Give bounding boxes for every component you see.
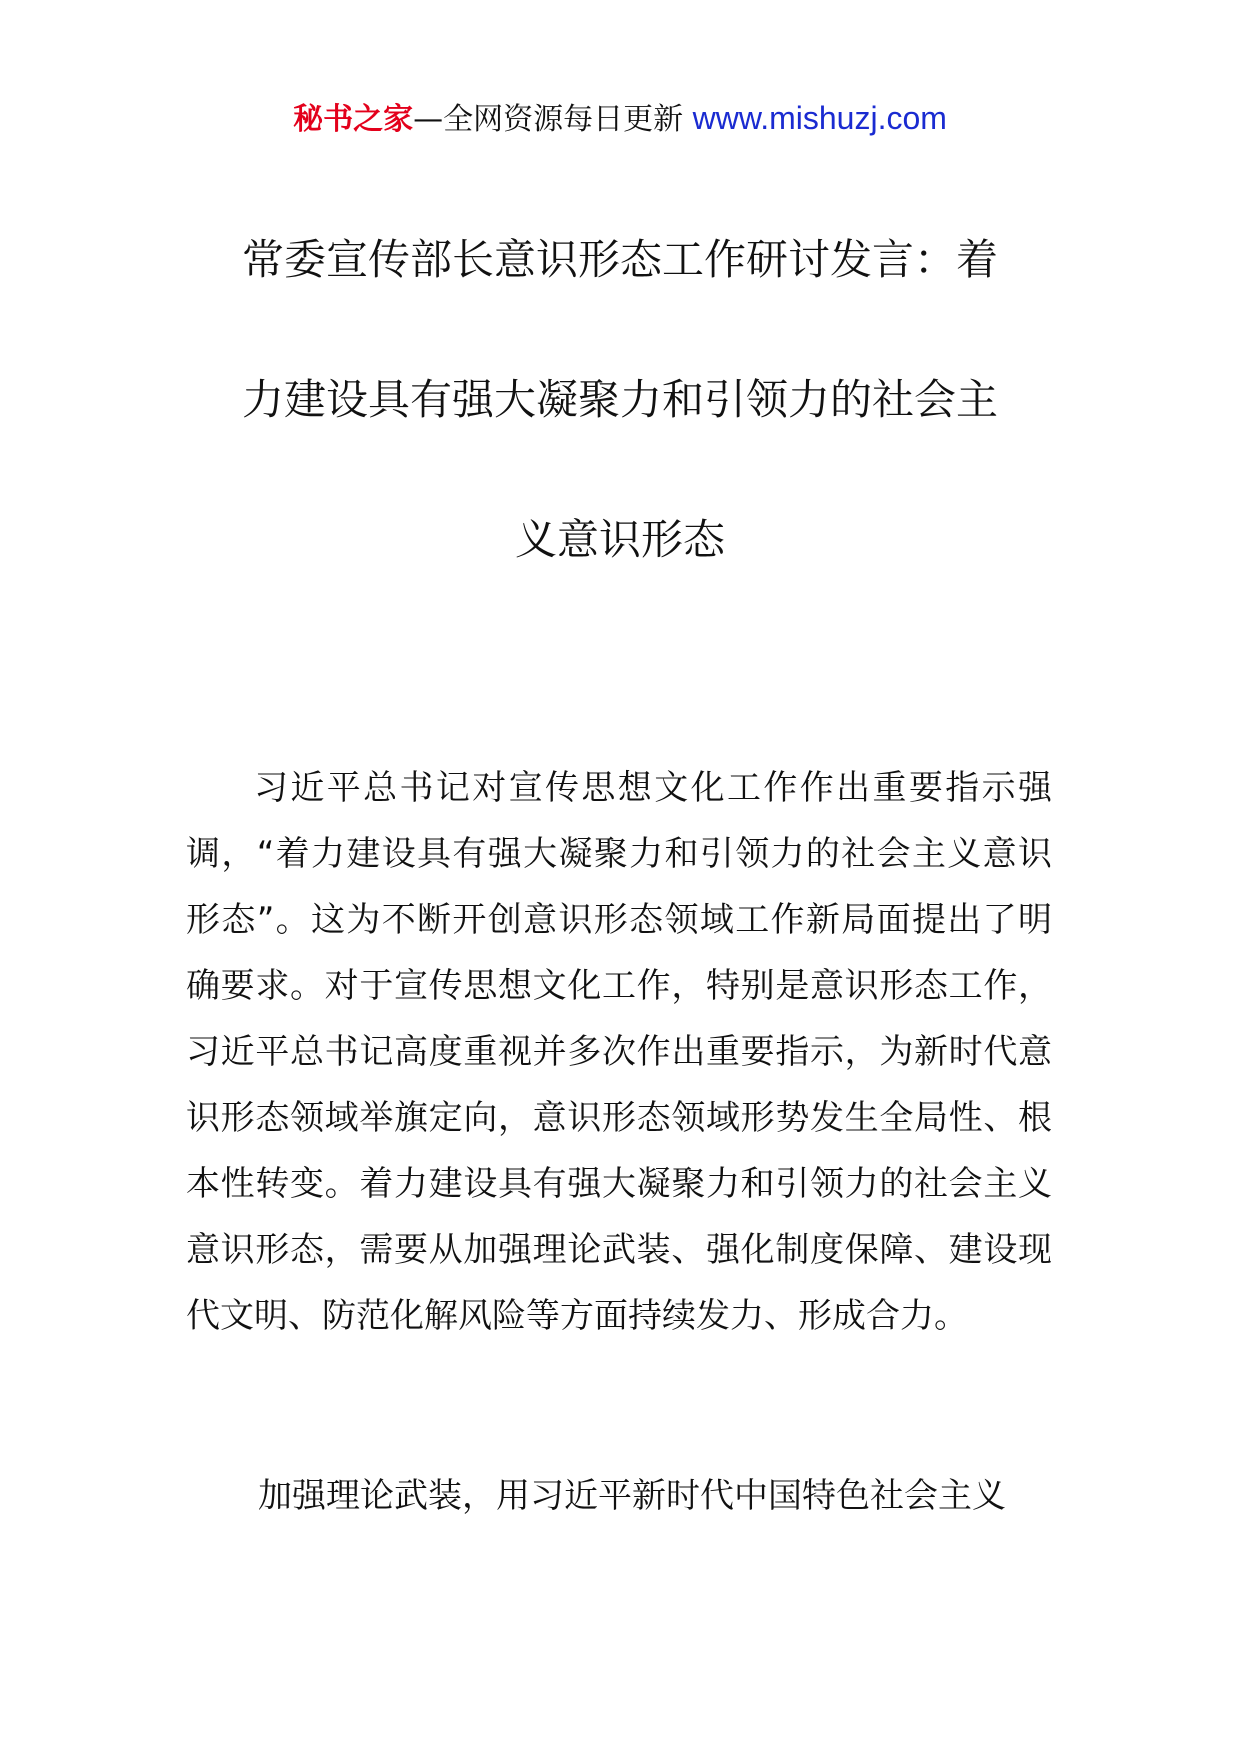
document-body [186, 755, 1052, 1349]
document-title [0, 190, 1240, 610]
title-line-1: 常委宣传部长意识形态工作研讨发言：着 [241, 235, 998, 284]
watermark-header [0, 98, 1240, 140]
paragraph-2: 加强理论武装，用习近平新时代中国特色社会主义 [258, 1476, 1006, 1516]
title-line-3: 义意识形态 [514, 515, 725, 564]
title-line-2: 力建设具有强大凝聚力和引领力的社会主 [241, 375, 998, 424]
site-url: www.mishuzj.com [692, 100, 947, 136]
header-slogan: —全网资源每日更新 [413, 102, 684, 137]
brand-name: 秘书之家 [293, 102, 414, 137]
paragraph-1: 习近平总书记对宣传思想文化工作作出重要指示强调，“着力建设具有强大凝聚力和引领力的社会主义意识形态”。这为不断开创意识形态领域工作新局面提出了明确要求。对于宣传思想文化工作，特别是意识形态工作，习近平总书记高度重视并多次作出重要指示，为新时代意识形态领域举旗定向，意识形态领域形势发生全局性、根本性转变。着力建设具有强大凝聚力和引领力的社会主义意识形态，需要从加强理论武装、强化制度保障、建设现代文明、防范化解风险等方面持续发力、形成合力。 [186, 768, 1052, 1336]
